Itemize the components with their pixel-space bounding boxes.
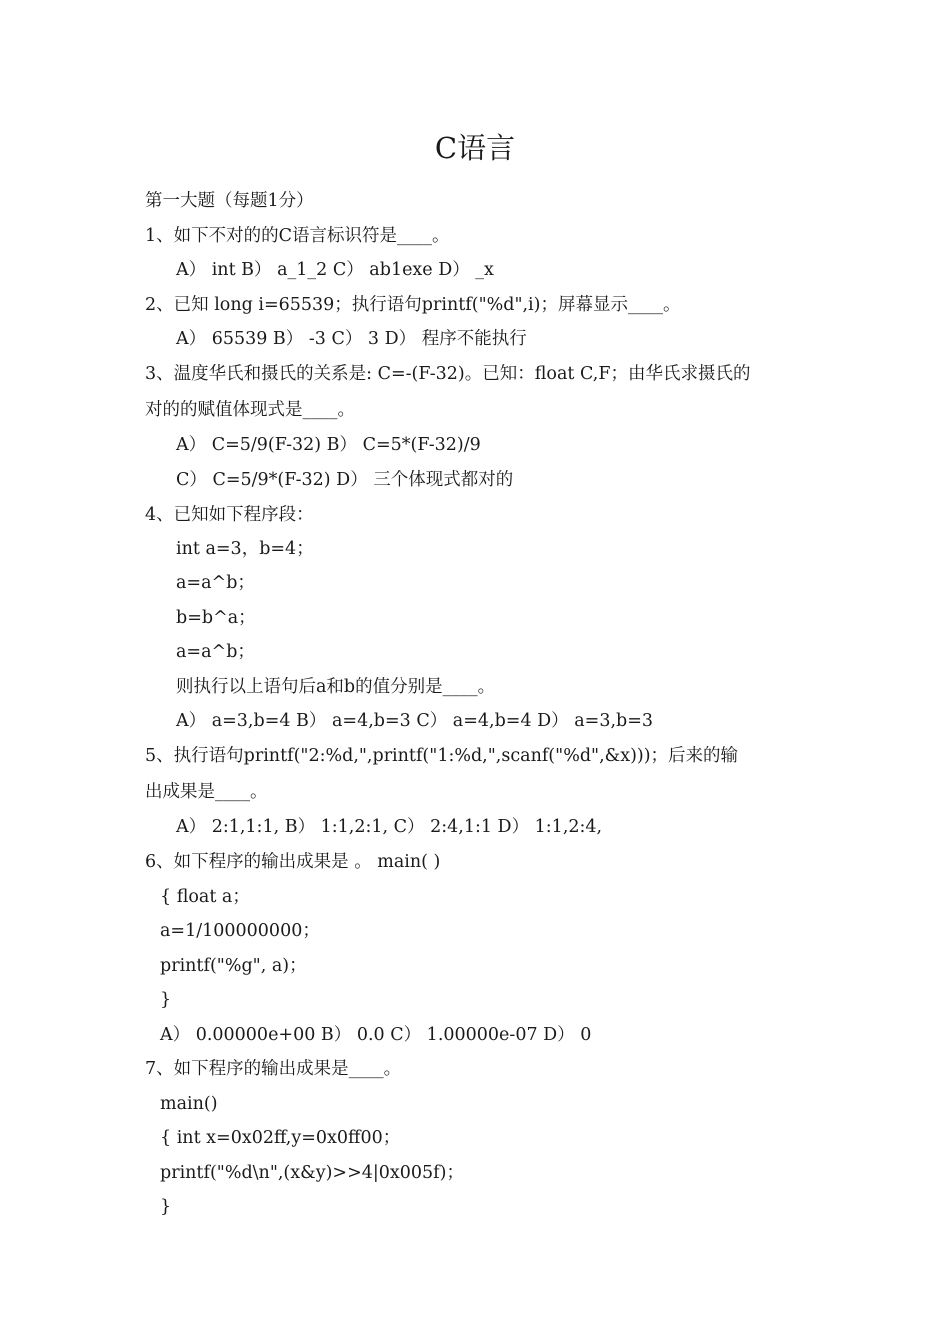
code-line: a=1/100000000； xyxy=(160,921,320,941)
question-3-options-ab: A） C=5/9(F-32) B） C=5*(F-32)/9 xyxy=(176,435,481,455)
code-line: { int x=0x02ff,y=0x0ff00； xyxy=(160,1128,401,1148)
question-1-options: A） int B） a_1_2 C） ab1exe D） _x xyxy=(176,260,494,280)
question-5: 5、执行语句printf("2:%d,",printf("1:%d,",scanf("%d",&x)))；后来的输 xyxy=(145,746,739,766)
question-4: 4、已知如下程序段： xyxy=(145,505,314,525)
question-5-continued: 出成果是____。 xyxy=(145,782,268,802)
question-3-continued: 对的的赋值体现式是____。 xyxy=(145,400,355,420)
code-line: b=b^a； xyxy=(176,608,256,628)
code-line: { float a； xyxy=(160,887,250,907)
code-line: printf("%d\n",(x&y)>>4|0x005f)； xyxy=(160,1163,464,1183)
document-title: C语言 xyxy=(434,131,516,165)
code-line: printf("%g", a)； xyxy=(160,956,307,976)
question-6-options: A） 0.00000e+00 B） 0.0 C） 1.00000e-07 D） 0 xyxy=(160,1025,592,1045)
section-heading: 第一大题（每题1分） xyxy=(145,191,314,211)
code-line: } xyxy=(160,990,172,1010)
code-line: a=a^b； xyxy=(176,573,255,593)
question-5-options: A） 2:1,1:1, B） 1:1,2:1, C） 2:4,1:1 D） 1:1,2:4, xyxy=(176,817,603,837)
question-7: 7、如下程序的输出成果是____。 xyxy=(145,1059,402,1079)
question-4-prompt: 则执行以上语句后a和b的值分别是____。 xyxy=(176,677,496,697)
question-6: 6、如下程序的输出成果是 。 main( ) xyxy=(145,852,441,872)
code-line: int a=3，b=4； xyxy=(176,539,314,559)
question-4-options: A） a=3,b=4 B） a=4,b=3 C） a=4,b=4 D） a=3,b=3 xyxy=(176,711,654,731)
question-2: 2、已知 long i=65539；执行语句printf("%d",i)；屏幕显示____。 xyxy=(145,295,681,315)
question-2-options: A） 65539 B） -3 C） 3 D） 程序不能执行 xyxy=(176,329,527,349)
code-line: a=a^b； xyxy=(176,642,255,662)
question-3: 3、温度华氏和摄氏的关系是: C=-(F-32)。已知：float C,F；由华氏求摄氏的 xyxy=(145,364,751,384)
code-line: } xyxy=(160,1197,172,1217)
question-3-options-cd: C） C=5/9*(F-32) D） 三个体现式都对的 xyxy=(176,470,514,490)
code-line: main() xyxy=(160,1094,218,1114)
question-1: 1、如下不对的的C语言标识符是____。 xyxy=(145,226,450,246)
